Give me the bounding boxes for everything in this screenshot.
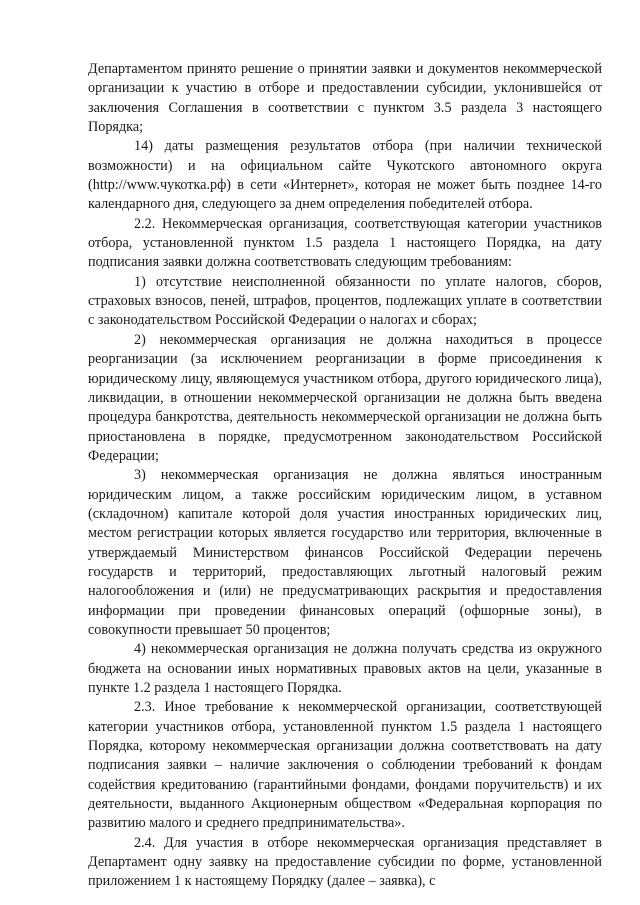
paragraph-requirement-4: 4) некоммерческая организация не должна получать средства из окружного бюджета на основании иных нормативных правовых актов на цели, указанные в пункте 1.2 раздела 1 настоящего Порядка. (88, 641, 602, 696)
paragraph-requirement-2: 2) некоммерческая организация не должна находиться в процессе реорганизации (за исключением реорганизации в форме присоединения к юридическому лицу, являющемуся участником отбора, другого юридического лица), ликвидации, в отношении некоммерческой организации не должна быть введена процедура банкротства, деятельность некоммерческой организации не должна быть приостановлена в порядке, предусмотренном законодательством Российской Федерации; (88, 331, 602, 464)
paragraph-2-2: 2.2. Некоммерческая организация, соответствующая категории участников отбора, установленной пунктом 1.5 раздела 1 настоящего Порядка, на дату подписания заявки должна соответствовать следующим требованиям: (88, 215, 602, 271)
paragraph-continuation: Департаментом принято решение о принятии заявки и документов некоммерческой организации к участию в отборе и предоставлении субсидии, уклонившейся от заключения Соглашения в соответствии с пунктом 3.5 раздела 3 настоящего Порядка; (88, 61, 602, 136)
document-body (88, 60, 602, 892)
paragraph-2-4: 2.4. Для участия в отборе некоммерческая организация представляет в Департамент одну заявку на предоставление субсидии по форме, установленной приложением 1 к настоящему Порядку (далее – заявка), с (88, 834, 602, 890)
paragraph-2-3: 2.3. Иное требование к некоммерческой организации, соответствующей категории участников отбора, установленной пунктом 1.5 раздела 1 настоящего Порядка, которому некоммерческая организации должна соответствовать на дату подписания заявки – наличие заключения о соблюдении требований к фондам содействия кредитованию (гарантийными фондами, фондами поручительств) и их деятельности, выданного Акционерным обществом «Федеральная корпорация по развитию малого и среднего предпринимательства». (88, 699, 602, 832)
paragraph-requirement-1: 1) отсутствие неисполненной обязанности по уплате налогов, сборов, страховых взносов, пеней, штрафов, процентов, подлежащих уплате в соответствии с законодательством Российской Федерации о налогах и сборах; (88, 273, 602, 329)
paragraph-requirement-3: 3) некоммерческая организация не должна являться иностранным юридическим лицом, а также российским юридическим лицом, в уставном (складочном) капитале которой доля участия иностранных юридических лиц, местом регистрации которых является государство или территория, включенные в утверждаемый Министерством финансов Российской Федерации перечень государств и территорий, предоставляющих льготный налоговый режим налогообложения и (или) не предусматривающих раскрытия и предоставления информации при проведении финансовых операций (офшорные зоны), в совокупности превышает 50 процентов; (88, 467, 602, 638)
paragraph-item-14: 14) даты размещения результатов отбора (при наличии технической возможности) и на официальном сайте Чукотского автономного округа (http://www.чукотка.рф) в сети «Интернет», которая не может быть позднее 14-го календарного дня, следующего за днем определения победителей отбора. (88, 138, 602, 213)
